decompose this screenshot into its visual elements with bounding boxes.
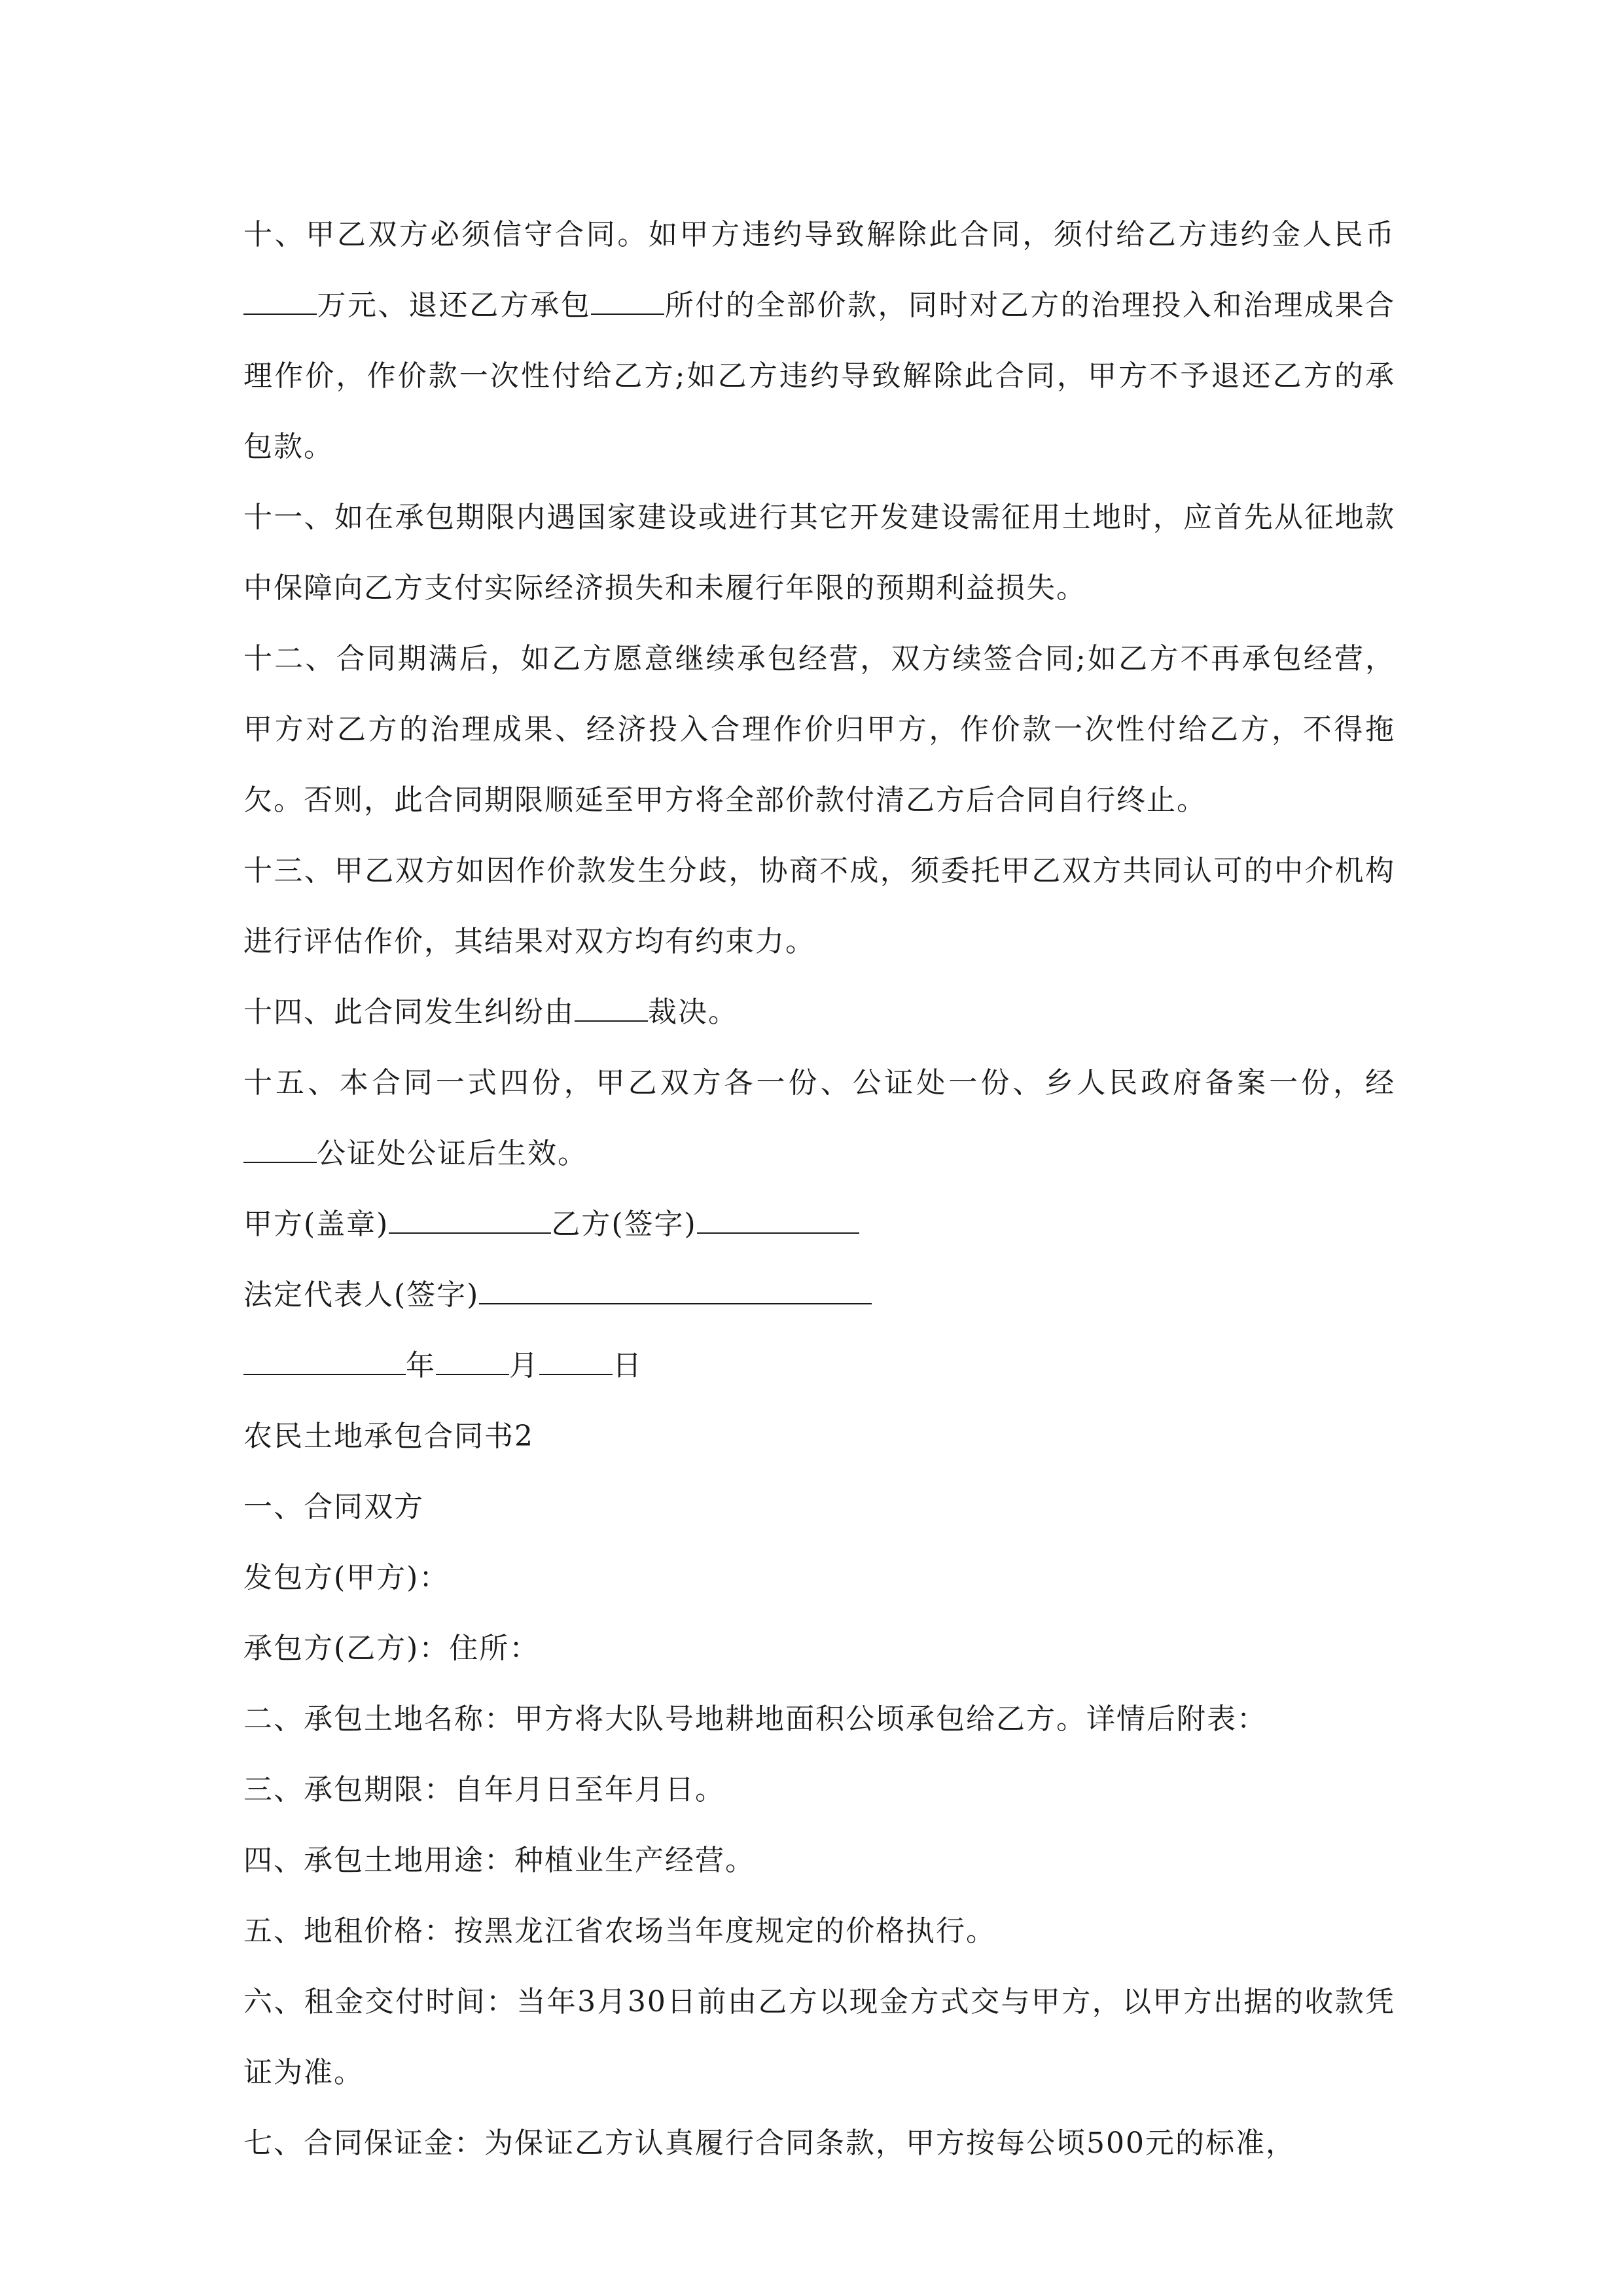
clause-13: 十三、甲乙双方如因作价款发生分歧，协商不成，须委托甲乙双方共同认可的中介机构进行评估作价，其结果对双方均有约束力。 bbox=[243, 854, 1395, 958]
party-b-label: 乙方(签字) bbox=[551, 1208, 697, 1241]
party-a-blank bbox=[389, 1206, 551, 1234]
clause-10-text-b: 万元、退还乙方承包 bbox=[317, 289, 592, 322]
clause-10-text-c: 所付的全部价款，同时对乙方的治理投入和治理成果合理作价，作价款一次性付给乙方;如乙方违约导致解除此合同，甲方不予退还乙方的承包款。 bbox=[243, 289, 1396, 463]
contractor-line: 承包方(乙方)：住所： bbox=[243, 1632, 540, 1665]
clause-14-text-b: 裁决。 bbox=[648, 996, 738, 1029]
arbitration-blank bbox=[575, 994, 648, 1022]
date-line bbox=[243, 1331, 1395, 1401]
year-blank bbox=[243, 1348, 406, 1375]
party-a-label: 甲方(盖章) bbox=[243, 1208, 389, 1241]
section-2-clause-4: 四、承包土地用途：种植业生产经营。 bbox=[243, 1844, 755, 1877]
clause-14-text-a: 十四、此合同发生纠纷由 bbox=[243, 996, 575, 1029]
section-2-title: 农民土地承包合同书2 bbox=[243, 1420, 534, 1453]
issuer-line: 发包方(甲方)： bbox=[243, 1561, 450, 1594]
clause-14 bbox=[243, 977, 1395, 1048]
legal-rep-label: 法定代表人(签字) bbox=[243, 1278, 480, 1312]
day-blank bbox=[539, 1348, 613, 1375]
section-2-clause-2: 二、承包土地名称：甲方将大队号地耕地面积公顷承包给乙方。详情后附表： bbox=[243, 1702, 1267, 1736]
legal-rep-blank bbox=[479, 1277, 872, 1304]
clause-15-text-a: 十五、本合同一式四份，甲乙双方各一份、公证处一份、乡人民政府备案一份，经 bbox=[243, 1066, 1395, 1100]
clause-10 bbox=[243, 200, 1395, 482]
clause-10-text-a: 十、甲乙双方必须信守合同。如甲方违约导致解除此合同，须付给乙方违约金人民币 bbox=[243, 218, 1395, 251]
section-2-clause-6: 六、租金交付时间：当年3月30日前由乙方以现金方式交与甲方，以甲方出据的收款凭证为准。 bbox=[243, 1985, 1395, 2089]
clause-15 bbox=[243, 1048, 1395, 1189]
clause-15-text-b: 公证处公证后生效。 bbox=[317, 1137, 588, 1170]
party-b-blank bbox=[697, 1206, 859, 1234]
clause-11: 十一、如在承包期限内遇国家建设或进行其它开发建设需征用土地时，应首先从征地款中保障向乙方支付实际经济损失和未履行年限的预期利益损失。 bbox=[243, 501, 1395, 605]
month-blank bbox=[436, 1348, 509, 1375]
clause-12: 十二、合同期满后，如乙方愿意继续承包经营，双方续签合同;如乙方不再承包经营，甲方对乙方的治理成果、经济投入合理作价归甲方，作价款一次性付给乙方，不得拖欠。否则，此合同期限顺延至甲方将全部价款付清乙方后合同自行终止。 bbox=[243, 642, 1395, 817]
section-2-clause-7: 七、合同保证金：为保证乙方认真履行合同条款，甲方按每公顷500元的标准， bbox=[243, 2126, 1296, 2160]
day-label: 日 bbox=[613, 1349, 643, 1382]
signature-parties-line bbox=[243, 1189, 1395, 1260]
legal-rep-line bbox=[243, 1260, 1395, 1331]
section-2-clause-1: 一、合同双方 bbox=[243, 1490, 424, 1524]
month-label: 月 bbox=[509, 1349, 539, 1382]
section-2-clause-3: 三、承包期限：自年月日至年月日。 bbox=[243, 1773, 725, 1806]
amount-blank bbox=[243, 287, 317, 315]
notary-blank bbox=[243, 1136, 317, 1163]
year-label: 年 bbox=[406, 1349, 436, 1382]
contract-blank bbox=[591, 287, 664, 315]
section-2-clause-5: 五、地租价格：按黑龙江省农场当年度规定的价格执行。 bbox=[243, 1914, 996, 1948]
document-body bbox=[243, 200, 1395, 2179]
